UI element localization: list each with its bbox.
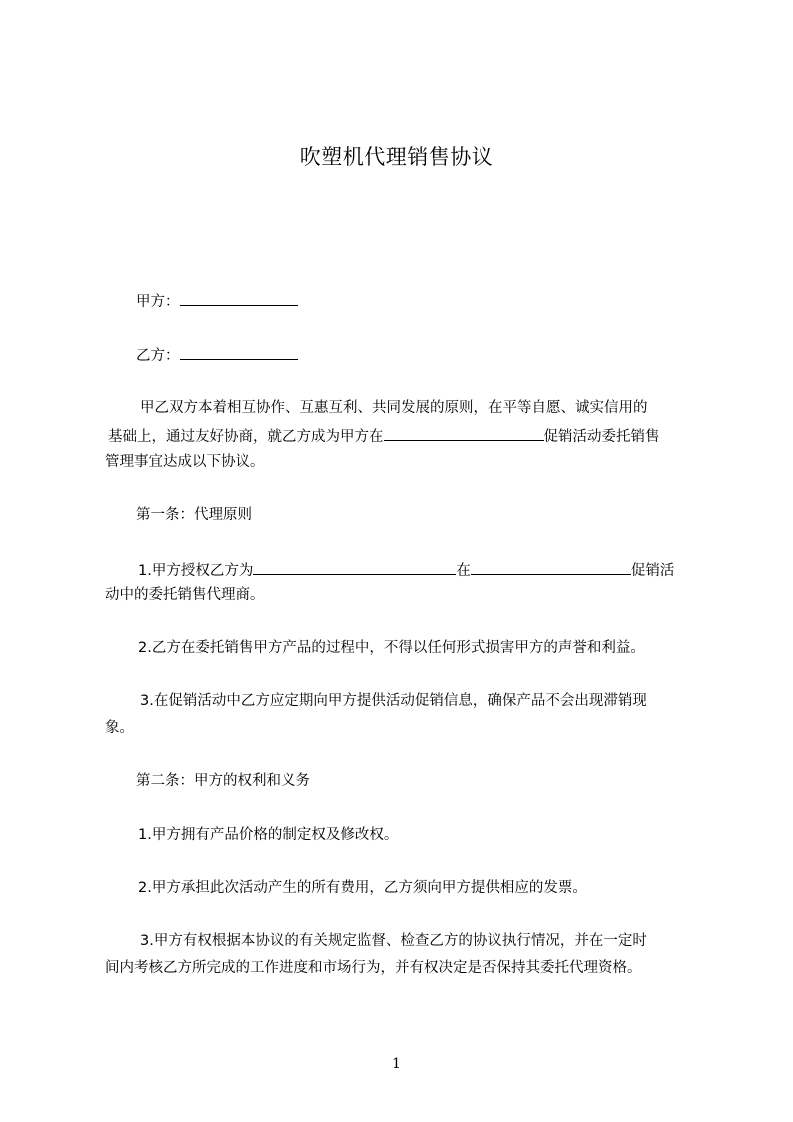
article-1-item-1-text-a: 1.甲方授权乙方为 <box>138 563 254 579</box>
article-2-item-1: 1.甲方拥有产品价格的制定权及修改权。 <box>138 827 399 843</box>
agent-name-blank <box>253 559 456 575</box>
party-a-label: 甲方： <box>136 294 180 310</box>
page-number: 1 <box>392 1056 401 1072</box>
activity-location-blank <box>471 559 631 575</box>
party-b-line <box>136 344 298 366</box>
article-1-item-1 <box>138 559 674 581</box>
intro-line-2-text-a: 基础上，通过友好协商，就乙方成为甲方在 <box>108 429 384 445</box>
article-2-item-3-cont: 间内考核乙方所完成的工作进度和市场行为，并有权决定是否保持其委托代理资格。 <box>105 960 642 976</box>
article-2-item-3: 3.甲方有权根据本协议的有关规定监督、检查乙方的协议执行情况，并在一定时 <box>140 933 647 949</box>
article-1-item-1-text-b: 在 <box>456 563 471 579</box>
article-2-item-2: 2.甲方承担此次活动产生的所有费用，乙方须向甲方提供相应的发票。 <box>138 880 587 896</box>
article-1-item-3-cont: 象。 <box>105 720 134 736</box>
intro-activity-blank <box>384 425 544 441</box>
document-title: 吹塑机代理销售协议 <box>299 145 494 169</box>
article-2-heading: 第二条：甲方的权利和义务 <box>136 773 310 789</box>
intro-line-1: 甲乙双方本着相互协作、互惠互利、共同发展的原则，在平等自愿、诚实信用的 <box>140 400 648 416</box>
party-a-blank <box>180 290 298 306</box>
article-1-item-1-text-c: 促销活 <box>630 563 675 579</box>
party-a-line <box>136 290 298 312</box>
intro-line-2 <box>108 425 660 447</box>
intro-line-3: 管理事宜达成以下协议。 <box>105 454 265 470</box>
party-b-blank <box>180 344 298 360</box>
article-1-heading: 第一条：代理原则 <box>136 507 252 523</box>
article-1-item-1-cont: 动中的委托销售代理商。 <box>105 587 265 603</box>
intro-line-2-text-b: 促销活动委托销售 <box>543 429 660 445</box>
article-1-item-3: 3.在促销活动中乙方应定期向甲方提供活动促销信息，确保产品不会出现滞销现 <box>140 693 647 709</box>
party-b-label: 乙方： <box>136 348 180 364</box>
article-1-item-2: 2.乙方在委托销售甲方产品的过程中，不得以任何形式损害甲方的声誉和利益。 <box>138 640 645 656</box>
